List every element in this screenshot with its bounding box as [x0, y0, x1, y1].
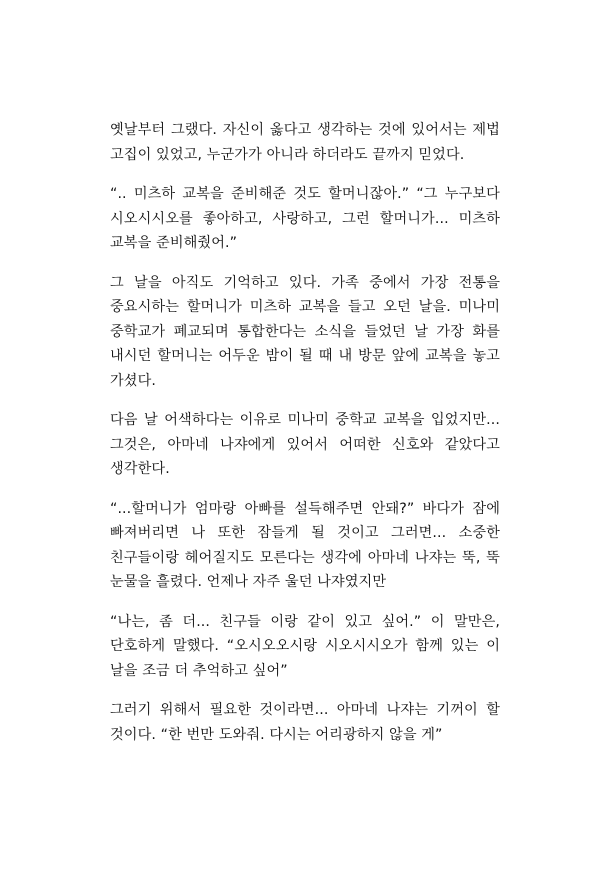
paragraph: 옛날부터 그랬다. 자신이 옳다고 생각하는 것에 있어서는 제법 고집이 있었고, 누군가가 아니라 하더라도 끝까지 믿었다. — [110, 122, 500, 163]
paragraph: “...할머니가 엄마랑 아빠를 설득해주면 안돼?” 바다가 잠에 빠져버리면 나 또한 잠들게 될 것이고 그러면... 소중한 친구들이랑 헤어질지도 모른다는 생각에 아마네 나쟈는 뚝, 뚝 눈물을 흘렸다. 언제나 자주 울던 나쟈였지만 — [110, 500, 500, 590]
paragraph: “나는, 좀 더... 친구들 이랑 같이 있고 싶어.” 이 말만은, 단호하게 말했다. “오시오오시랑 시오시시오가 함께 있는 이 날을 조금 더 추억하고 싶어” — [110, 613, 500, 679]
paragraph: 그러기 위해서 필요한 것이라면... 아마네 나쟈는 기꺼이 할 것이다. “한 번만 도와줘. 다시는 어리광하지 않을 게” — [110, 702, 500, 743]
paragraph: 다음 날 어색하다는 이유로 미나미 중학교 교복을 입었지만... 그것은, 아마네 나쟈에게 있어서 어떠한 신호와 같았다고 생각한다. — [110, 412, 500, 477]
paragraph: 그 날을 아직도 기억하고 있다. 가족 중에서 가장 전통을 중요시하는 할머니가 미츠하 교복을 들고 오던 날을. 미나미 중학교가 폐교되며 통합한다는 소식을 들었던 날 가장 화를 내시던 할머니는 어두운 밤이 될 때 내 방문 앞에 교복을 놓고 가셨다. — [110, 274, 500, 389]
document-body — [110, 118, 500, 762]
paragraph: “.. 미츠하 교복을 준비해준 것도 할머니잖아.” “그 누구보다 시오시시오를 좋아하고, 사랑하고, 그런 할머니가... 미츠하 교복을 준비해줬어.” — [110, 186, 500, 251]
